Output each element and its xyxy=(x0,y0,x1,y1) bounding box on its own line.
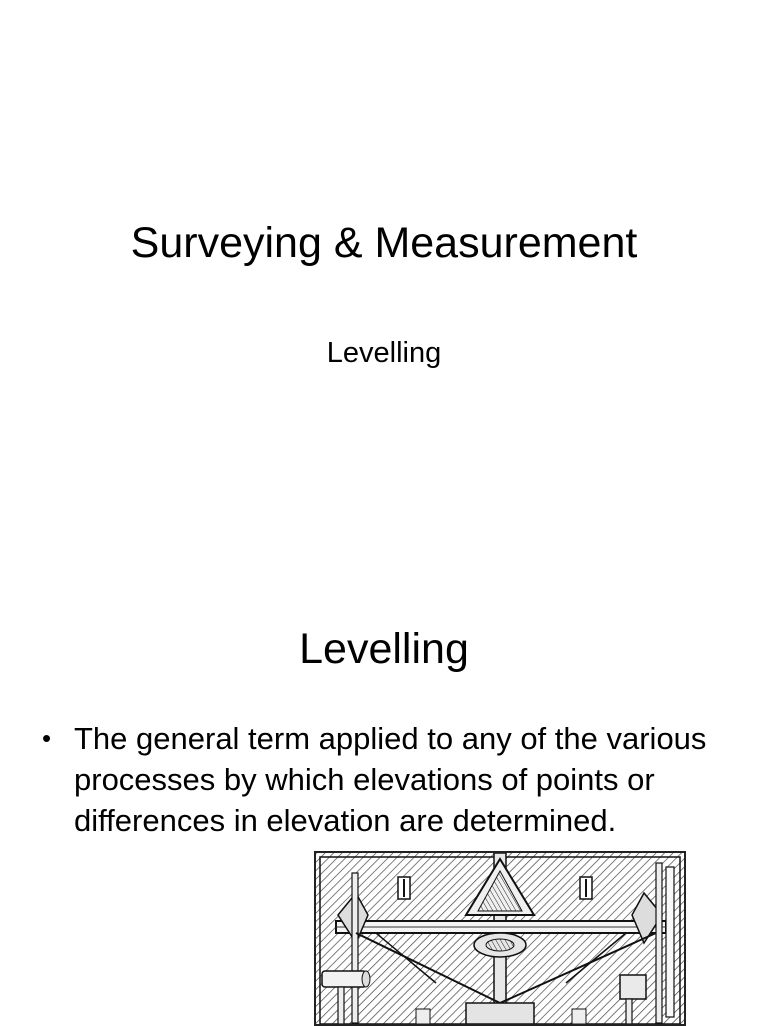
slide-title: Levelling xyxy=(299,625,469,673)
bullet-text: The general term applied to any of the various processes by which elevations of points or differences in elevation are determined. xyxy=(74,721,707,838)
bullet-list xyxy=(40,718,730,841)
presentation-title: Surveying & Measurement xyxy=(130,219,638,267)
presentation-subtitle: Levelling xyxy=(326,337,442,369)
bullet-item xyxy=(40,718,730,841)
levelling-instrument-illustration xyxy=(314,851,686,1026)
slide-levelling xyxy=(0,576,768,1024)
bullet-dot-icon: • xyxy=(42,723,52,753)
